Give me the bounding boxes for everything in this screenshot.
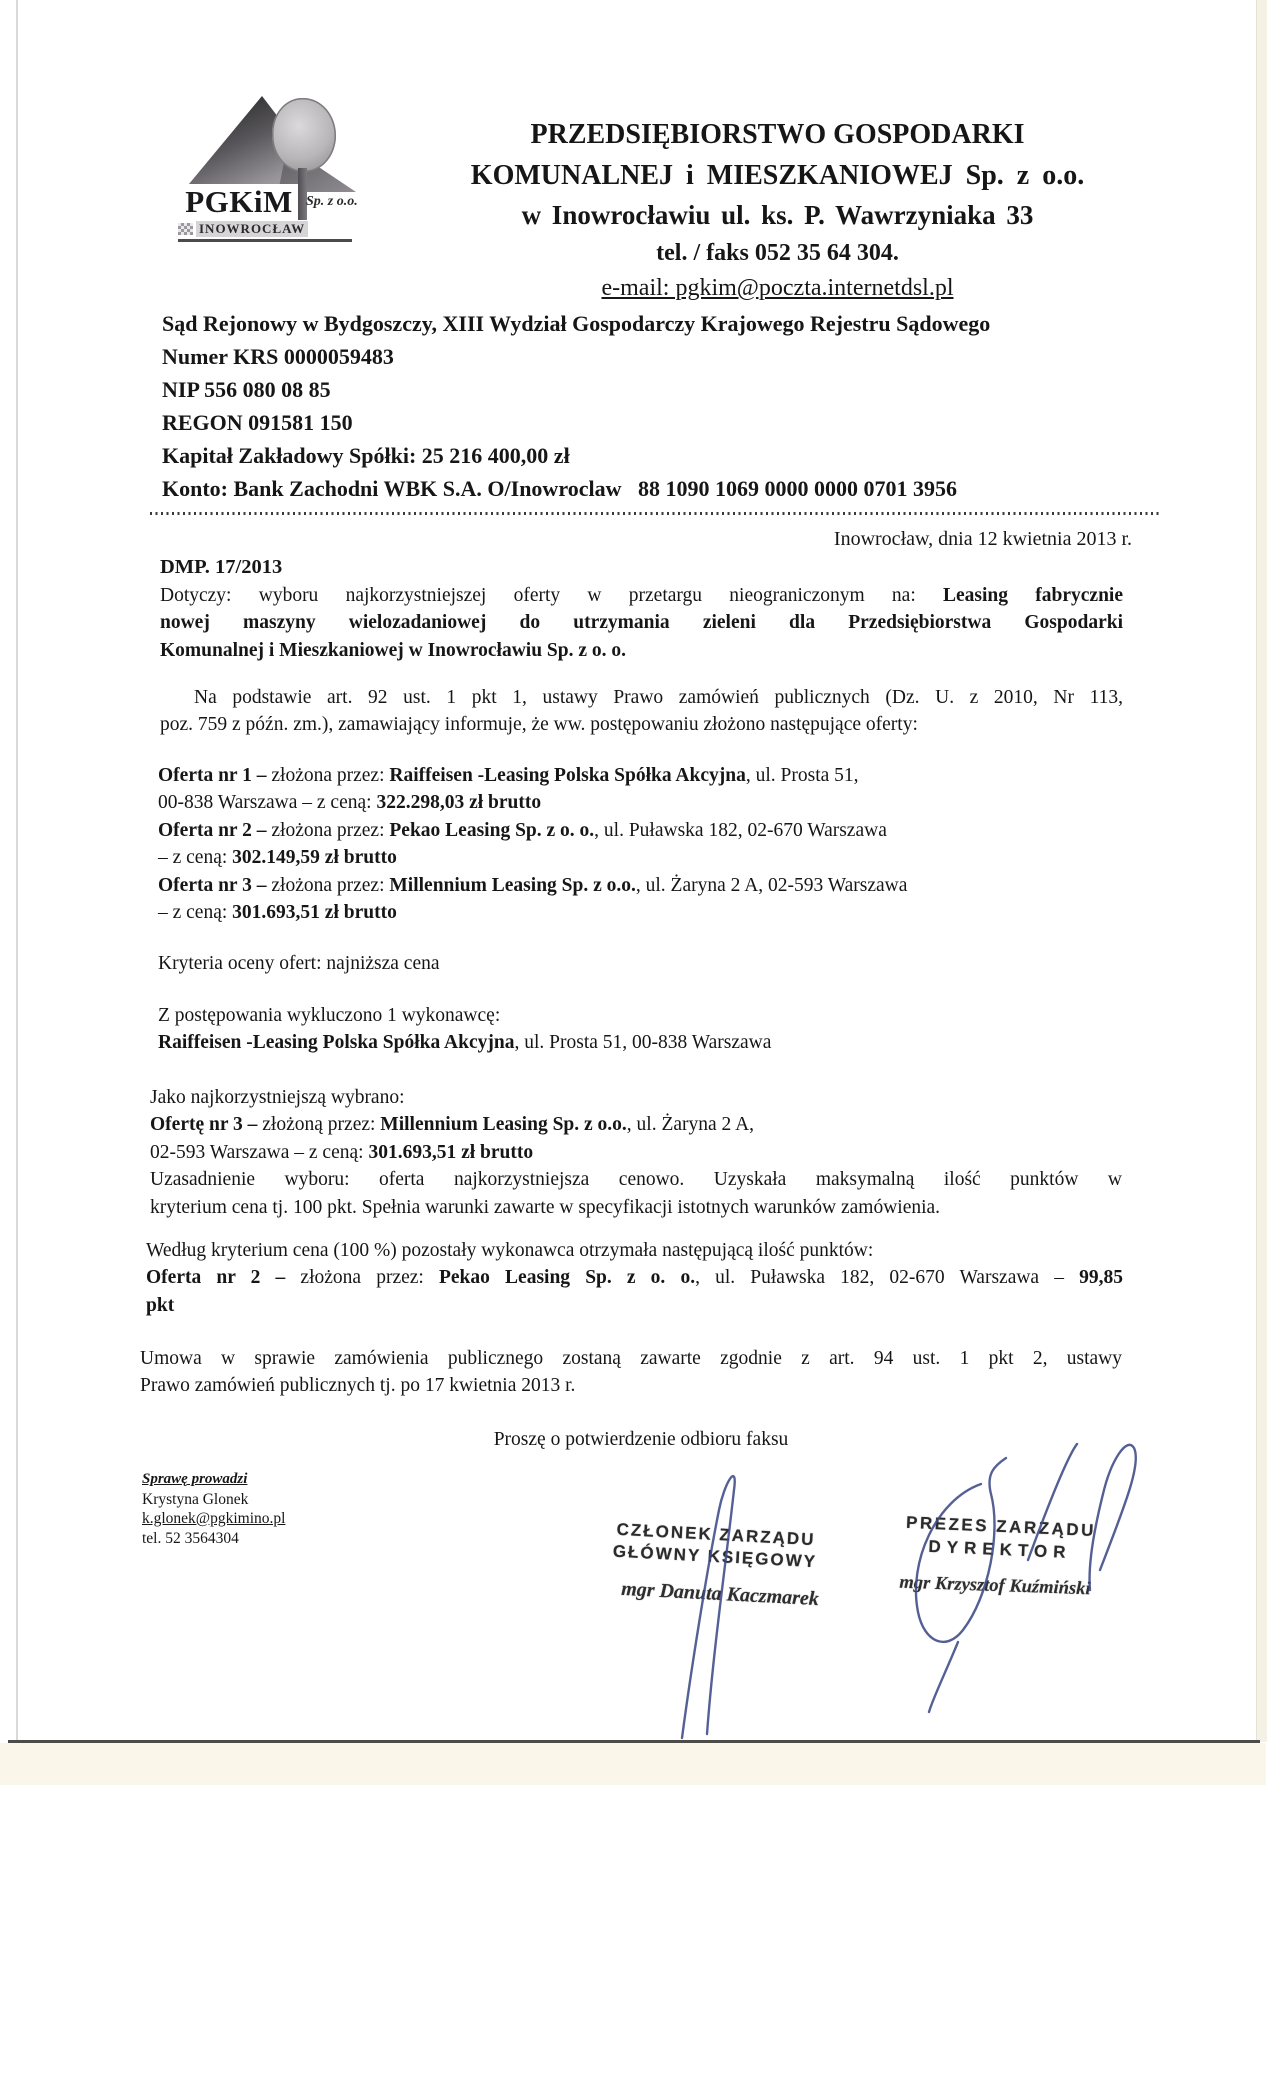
- logo-acronym-text: PGKiM: [185, 184, 293, 219]
- signer-name-left: mgr Danuta Kaczmarek: [620, 1577, 820, 1611]
- case-officer-label: Sprawę prowadzi: [142, 1471, 248, 1487]
- legal-basis-paragraph: [160, 684, 1123, 739]
- company-email: e-mail: pgkim@poczta.internetdsl.pl: [601, 275, 954, 301]
- dotted-separator: [150, 512, 1160, 515]
- subject-line: nowej maszyny wielozadaniowej do utrzymania zieleni dla Przedsiębiorstwa Gospodarki: [160, 612, 1123, 634]
- contract-paragraph: [140, 1345, 1122, 1400]
- offers-list: [158, 762, 1124, 926]
- offer-line: 00-838 Warszawa – z ceną: 322.298,03 zł brutto: [158, 792, 542, 814]
- case-officer-block: [142, 1470, 285, 1548]
- contract-line: Umowa w sprawie zamówienia publicznego zostaną zawarte zgodnie z art. 94 ust. 1 pkt 2, ustawy: [140, 1348, 1122, 1369]
- contract-line: Prawo zamówień publicznych tj. po 17 kwietnia 2013 r.: [140, 1375, 576, 1397]
- offer-line: Oferta nr 3 – złożona przez: Millennium Leasing Sp. z o.o., ul. Żaryna 2 A, 02-593 Warszawa: [158, 874, 908, 896]
- company-name-line-2: KOMUNALNEJ i MIESZKANIOWEJ Sp. z o.o.: [470, 160, 1085, 191]
- excluded-line: Raiffeisen -Leasing Polska Spółka Akcyjna, ul. Prosta 51, 00-838 Warszawa: [158, 1032, 772, 1054]
- points-paragraph: [146, 1237, 1123, 1319]
- selected-line: Ofertę nr 3 – złożoną przez: Millennium Leasing Sp. z o.o., ul. Żaryna 2 A,: [150, 1114, 755, 1136]
- scan-bottom-band: [0, 1743, 1266, 1785]
- stamp-role-line: CZŁONEK ZARZĄDU: [616, 1519, 816, 1550]
- selected-line: kryterium cena tj. 100 pkt. Spełnia warunki zawarte w specyfikacji istotnych warunków zamówienia.: [150, 1196, 941, 1218]
- subject-line: Dotyczy: wyboru najkorzystniejszej oferty w przetargu nieograniczonym na: Leasing fabrycznie: [160, 585, 1123, 606]
- company-phone: tel. / faks 052 35 64 304.: [656, 240, 899, 266]
- signature-stroke-right-tail: [929, 1642, 958, 1712]
- stamp-role-line: GŁÓWNY KSIĘGOWY: [612, 1541, 818, 1572]
- signature-stroke-right-arc2: [1090, 1445, 1136, 1590]
- offer-line: Oferta nr 2 – złożona przez: Pekao Leasing Sp. z o. o., ul. Puławska 182, 02-670 Warszawa: [158, 819, 887, 841]
- selected-line: Jako najkorzystniejszą wybrano:: [150, 1087, 405, 1108]
- offer-line: – z ceną: 302.149,59 zł brutto: [158, 847, 397, 869]
- points-line: pkt: [146, 1294, 175, 1316]
- stamp-role-line: PREZES ZARZĄDU: [905, 1512, 1097, 1541]
- points-line: Według kryterium cena (100 %) pozostały wykonawca otrzymała następującą ilość punktów:: [146, 1240, 874, 1261]
- excluded-line: Z postępowania wykluczono 1 wykonawcę:: [158, 1005, 501, 1026]
- legal-basis-line: poz. 759 z późn. zm.), zamawiający informuje, że ww. postępowaniu złożono następujące oferty:: [160, 714, 918, 736]
- logo-acronym: [180, 184, 298, 220]
- subject-paragraph: [160, 582, 1123, 664]
- offer-line: Oferta nr 1 – złożona przez: Raiffeisen -Leasing Polska Spółka Akcyjna, ul. Prosta 51,: [158, 765, 859, 786]
- signature-stroke-right-arc1: [1028, 1444, 1077, 1560]
- handwritten-signatures: [560, 1438, 1180, 1748]
- selected-line: Uzasadnienie wyboru: oferta najkorzystniejsza cenowo. Uzyskała maksymalną ilość punktów w: [150, 1169, 1122, 1191]
- logo-city-text: INOWROCŁAW: [196, 221, 308, 237]
- criteria-line: Kryteria oceny ofert: najniższa cena: [158, 953, 440, 974]
- stamp-role-line: DYREKTOR: [928, 1536, 1072, 1563]
- selected-offer-paragraph: [150, 1084, 1122, 1221]
- scan-right-edge: [1256, 0, 1267, 1742]
- signature-stroke-left: [682, 1476, 735, 1738]
- registry-regon: REGON 091581 150: [162, 410, 353, 435]
- case-officer-phone: tel. 52 3564304: [142, 1529, 239, 1547]
- case-officer-name: Krystyna Glonek: [142, 1490, 249, 1508]
- logo-suffix: Sp. z o.o.: [306, 194, 358, 209]
- legal-basis-line: Na podstawie art. 92 ust. 1 pkt 1, ustawy Prawo zamówień publicznych (Dz. U. z 2010, Nr 113,: [194, 687, 1123, 708]
- scan-left-edge: [16, 0, 18, 1742]
- offer-line: – z ceną: 301.693,51 zł brutto: [158, 902, 397, 924]
- selected-line: 02-593 Warszawa – z ceną: 301.693,51 zł brutto: [150, 1141, 534, 1163]
- points-line: Oferta nr 2 – złożona przez: Pekao Leasing Sp. z o. o., ul. Puławska 182, 02-670 Warszawa – 99,85: [146, 1267, 1123, 1289]
- signature-stroke-right-loop: [916, 1458, 1006, 1642]
- logo-tree-icon: [272, 98, 336, 172]
- logo-underline: [178, 239, 352, 242]
- registry-nip: NIP 556 080 08 85: [162, 377, 331, 402]
- registry-krs: Numer KRS 0000059483: [162, 344, 394, 369]
- registry-capital: Kapitał Zakładowy Spółki: 25 216 400,00 zł: [162, 443, 570, 468]
- signer-name-right: mgr Krzysztof Kuźmiński: [899, 1572, 1091, 1600]
- closing-line: Proszę o potwierdzenie odbioru faksu: [493, 1429, 789, 1450]
- logo-city-bar: [178, 221, 308, 237]
- reference-number: DMP. 17/2013: [160, 556, 283, 578]
- logo-checker-icon: [178, 223, 193, 235]
- excluded-paragraph: [158, 1002, 1124, 1057]
- company-logo: [178, 88, 368, 242]
- company-name-line-1: PRZEDSIĘBIORSTWO GOSPODARKI: [530, 119, 1025, 150]
- company-address: w Inowrocławiu ul. ks. P. Wawrzyniaka 33: [521, 200, 1034, 230]
- date-line: Inowrocław, dnia 12 kwietnia 2013 r.: [833, 528, 1132, 550]
- case-officer-email: k.glonek@pgkimino.pl: [142, 1510, 286, 1527]
- registry-court: Sąd Rejonowy w Bydgoszczy, XIII Wydział Gospodarczy Krajowego Rejestru Sądowego: [162, 311, 991, 336]
- letterhead: [420, 114, 1135, 305]
- registry-bank-account: Konto: Bank Zachodni WBK S.A. O/Inowroclaw 88 1090 1069 0000 0000 0701 3956: [162, 476, 957, 501]
- subject-line: Komunalnej i Mieszkaniowej w Inowrocławiu Sp. z o. o.: [160, 639, 627, 661]
- registry-block: [162, 307, 1152, 505]
